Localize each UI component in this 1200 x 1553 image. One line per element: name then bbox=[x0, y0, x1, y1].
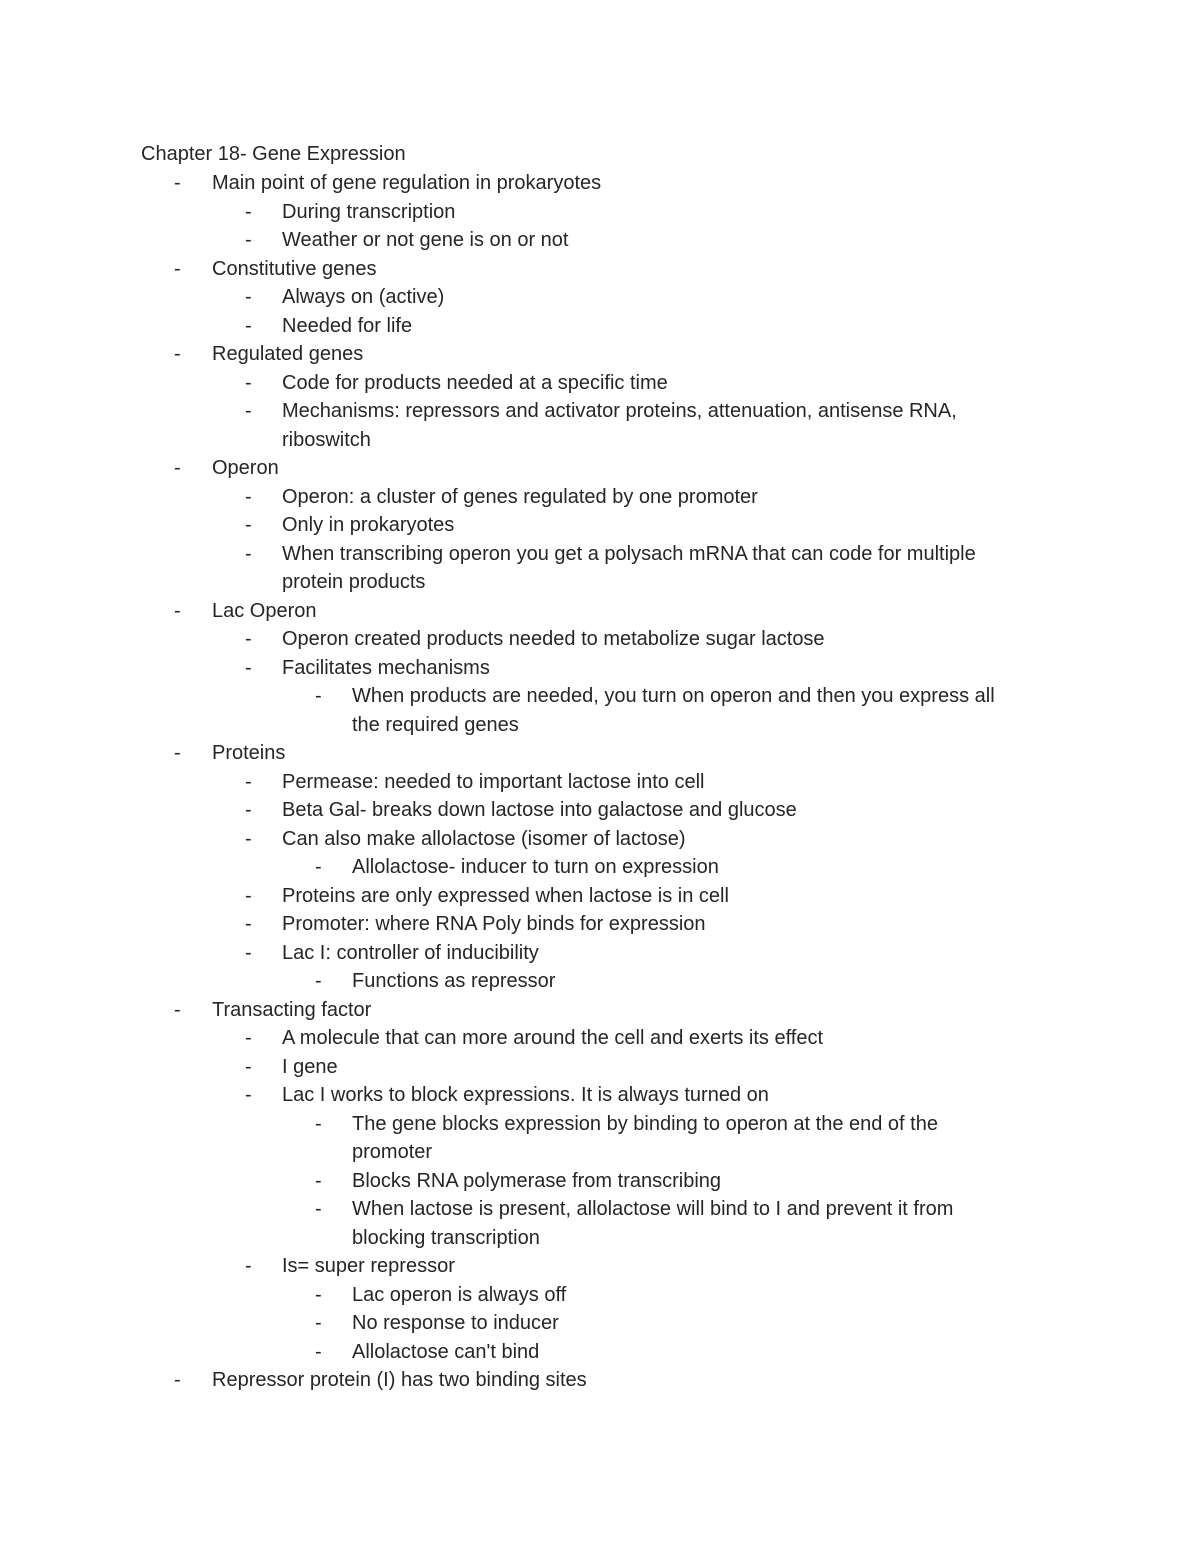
list-item bbox=[0, 198, 1200, 227]
bullet-dash: - bbox=[315, 1340, 322, 1363]
bullet-dash: - bbox=[245, 485, 252, 508]
list-item-text: Promoter: where RNA Poly binds for expression bbox=[282, 913, 706, 935]
list-item bbox=[0, 939, 1200, 968]
list-item bbox=[0, 226, 1200, 255]
bullet-dash: - bbox=[315, 856, 322, 878]
list-item-text: Permease: needed to important lactose into cell bbox=[282, 770, 705, 793]
list-item-text: the required genes bbox=[352, 713, 519, 736]
list-item-text: Needed for life bbox=[282, 314, 413, 337]
list-item bbox=[0, 1366, 1200, 1395]
list-item-text: When products are needed, you turn on operon and then you express all bbox=[352, 685, 995, 707]
list-item-text: Lac I works to block expressions. It is always turned on bbox=[282, 1084, 769, 1106]
list-item-text: protein products bbox=[282, 571, 426, 593]
list-item bbox=[0, 796, 1200, 825]
list-item bbox=[0, 397, 1200, 426]
list-item-text: Mechanisms: repressors and activator proteins, attenuation, antisense RNA, bbox=[282, 400, 957, 422]
bullet-dash: - bbox=[245, 400, 252, 422]
list-item-text: Allolactose- inducer to turn on expression bbox=[352, 856, 719, 878]
list-item bbox=[0, 1281, 1200, 1310]
bullet-dash: - bbox=[245, 514, 252, 536]
list-item-text: blocking transcription bbox=[352, 1226, 540, 1249]
list-item bbox=[0, 882, 1200, 911]
list-item bbox=[0, 1110, 1200, 1139]
list-item bbox=[0, 454, 1200, 483]
bullet-dash: - bbox=[245, 827, 252, 850]
list-item bbox=[0, 1309, 1200, 1338]
list-item-text: Can also make allolactose (isomer of lactose) bbox=[282, 827, 686, 850]
list-item-text: Operon created products needed to metabolize sugar lactose bbox=[282, 628, 825, 650]
bullet-dash: - bbox=[245, 1084, 252, 1106]
list-item-text: Constitutive genes bbox=[212, 257, 377, 280]
list-item bbox=[0, 739, 1200, 768]
bullet-dash: - bbox=[174, 599, 181, 622]
bullet-dash: - bbox=[245, 1055, 252, 1078]
list-item-continuation bbox=[0, 1224, 1200, 1253]
list-item bbox=[0, 1081, 1200, 1110]
list-item-text: No response to inducer bbox=[352, 1312, 559, 1334]
list-item-continuation bbox=[0, 568, 1200, 597]
list-item bbox=[0, 825, 1200, 854]
list-item-text: Beta Gal- breaks down lactose into galactose and glucose bbox=[282, 799, 797, 821]
list-item bbox=[0, 654, 1200, 683]
list-item bbox=[0, 996, 1200, 1025]
list-item bbox=[0, 1053, 1200, 1082]
bullet-dash: - bbox=[245, 884, 252, 907]
bullet-dash: - bbox=[245, 229, 252, 251]
list-item bbox=[0, 1195, 1200, 1224]
list-item-text: Lac operon is always off bbox=[352, 1283, 567, 1306]
list-item-text: Regulated genes bbox=[212, 343, 364, 365]
bullet-dash: - bbox=[245, 200, 252, 223]
bullet-dash: - bbox=[245, 286, 252, 308]
bullet-dash: - bbox=[315, 1112, 322, 1135]
bullet-dash: - bbox=[315, 1312, 322, 1334]
list-item-text: Operon: a cluster of genes regulated by one promoter bbox=[282, 485, 758, 508]
list-item bbox=[0, 369, 1200, 398]
bullet-dash: - bbox=[245, 913, 252, 935]
bullet-dash: - bbox=[245, 314, 252, 337]
list-item-text: Is= super repressor bbox=[282, 1255, 455, 1277]
list-item bbox=[0, 1167, 1200, 1196]
list-item-text: Operon bbox=[212, 457, 279, 479]
list-item bbox=[0, 967, 1200, 996]
bullet-dash: - bbox=[174, 742, 181, 764]
bullet-dash: - bbox=[245, 1027, 252, 1049]
list-item-text: Proteins are only expressed when lactose is in cell bbox=[282, 884, 729, 907]
list-item bbox=[0, 169, 1200, 198]
list-item-continuation bbox=[0, 1138, 1200, 1167]
bullet-dash: - bbox=[174, 1369, 181, 1391]
bullet-dash: - bbox=[245, 371, 252, 394]
list-item-text: When transcribing operon you get a polysach mRNA that can code for multiple bbox=[282, 542, 976, 565]
list-item-text: When lactose is present, allolactose will bind to I and prevent it from bbox=[352, 1198, 954, 1220]
list-item bbox=[0, 682, 1200, 711]
document-title: Chapter 18- Gene Expression bbox=[141, 143, 406, 165]
bullet-dash: - bbox=[245, 941, 252, 964]
list-item-text: Functions as repressor bbox=[352, 970, 556, 992]
list-item bbox=[0, 1252, 1200, 1281]
bullet-dash: - bbox=[174, 172, 181, 194]
list-item-text: riboswitch bbox=[282, 428, 371, 451]
bullet-dash: - bbox=[174, 457, 181, 479]
bullet-dash: - bbox=[174, 257, 181, 280]
list-item-text: Only in prokaryotes bbox=[282, 514, 455, 536]
bullet-dash: - bbox=[315, 685, 322, 707]
list-item bbox=[0, 1024, 1200, 1053]
list-item-text: Allolactose can't bind bbox=[352, 1340, 540, 1363]
list-item-text: The gene blocks expression by binding to operon at the end of the bbox=[352, 1112, 938, 1135]
list-item-text: I gene bbox=[282, 1055, 338, 1078]
list-item-continuation bbox=[0, 711, 1200, 740]
list-item-text: Proteins bbox=[212, 742, 286, 764]
bullet-dash: - bbox=[315, 1198, 322, 1220]
bullet-dash: - bbox=[174, 998, 181, 1021]
list-item bbox=[0, 625, 1200, 654]
list-item bbox=[0, 597, 1200, 626]
list-item-text: Main point of gene regulation in prokaryotes bbox=[212, 172, 602, 194]
notes-list bbox=[0, 169, 1200, 1395]
list-item bbox=[0, 255, 1200, 284]
list-item-text: Weather or not gene is on or not bbox=[282, 229, 569, 251]
bullet-dash: - bbox=[315, 1169, 322, 1192]
list-item bbox=[0, 340, 1200, 369]
list-item bbox=[0, 312, 1200, 341]
bullet-dash: - bbox=[245, 656, 252, 679]
bullet-dash: - bbox=[315, 1283, 322, 1306]
bullet-dash: - bbox=[245, 799, 252, 821]
bullet-dash: - bbox=[174, 343, 181, 365]
list-item bbox=[0, 853, 1200, 882]
list-item bbox=[0, 540, 1200, 569]
bullet-dash: - bbox=[315, 970, 322, 992]
list-item-text: Facilitates mechanisms bbox=[282, 656, 490, 679]
bullet-dash: - bbox=[245, 1255, 252, 1277]
list-item-text: A molecule that can more around the cell and exerts its effect bbox=[282, 1027, 824, 1049]
list-item-text: Transacting factor bbox=[212, 998, 372, 1021]
list-item-text: Lac Operon bbox=[212, 599, 317, 622]
list-item-text: Blocks RNA polymerase from transcribing bbox=[352, 1169, 722, 1192]
list-item-text: Lac I: controller of inducibility bbox=[282, 941, 539, 964]
list-item-text: Always on (active) bbox=[282, 286, 445, 308]
bullet-dash: - bbox=[245, 542, 252, 565]
bullet-dash: - bbox=[245, 770, 252, 793]
list-item-text: During transcription bbox=[282, 200, 456, 223]
list-item bbox=[0, 483, 1200, 512]
list-item bbox=[0, 910, 1200, 939]
list-item-text: Code for products needed at a specific time bbox=[282, 371, 668, 394]
bullet-dash: - bbox=[245, 628, 252, 650]
list-item bbox=[0, 768, 1200, 797]
list-item bbox=[0, 511, 1200, 540]
list-item-text: promoter bbox=[352, 1141, 433, 1163]
list-item-text: Repressor protein (I) has two binding sites bbox=[212, 1369, 587, 1391]
list-item bbox=[0, 283, 1200, 312]
list-item-continuation bbox=[0, 426, 1200, 455]
list-item bbox=[0, 1338, 1200, 1367]
